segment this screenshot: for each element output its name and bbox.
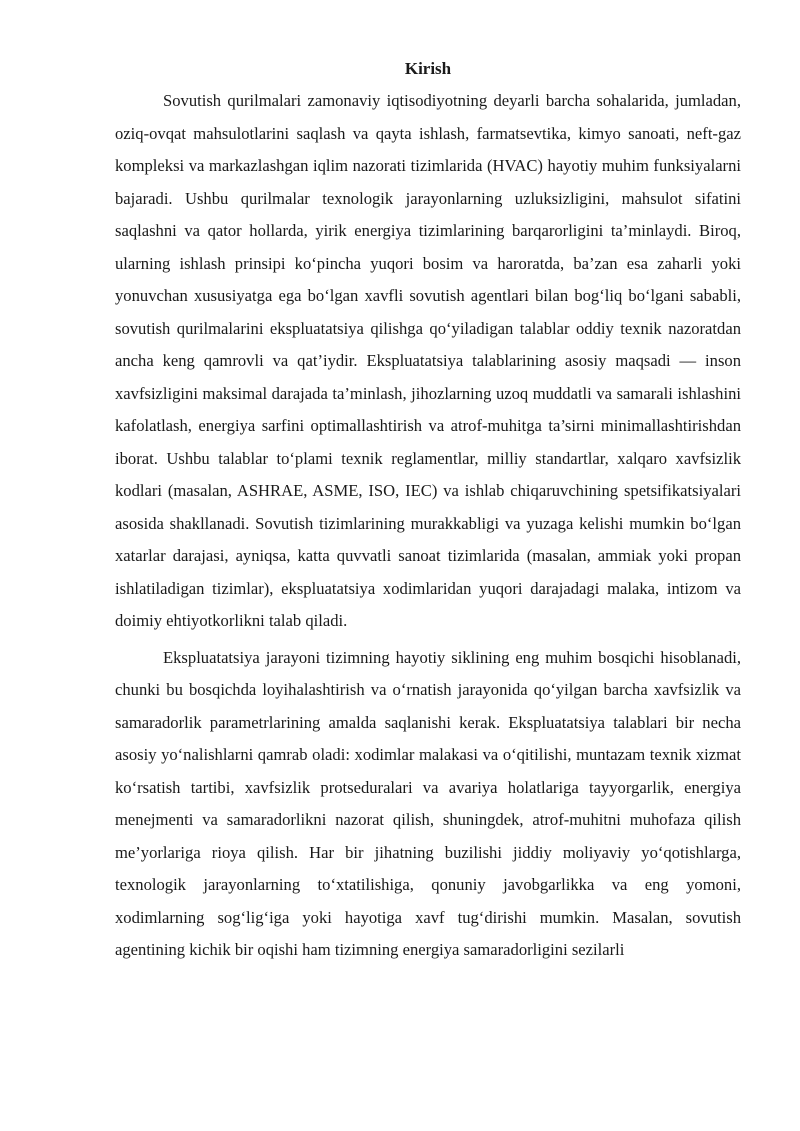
paragraph-2: Ekspluatatsiya jarayoni tizimning hayotiy siklining eng muhim bosqichi hisoblanadi, chunki bu bosqichda loyihalashtirish va o‘rnatish jarayonida qo‘yilgan barcha xavfsizlik va samaradorlik parametrlarining amalda saqlanishi kerak. Ekspluatatsiya talablari bir necha asosiy yo‘nalishlarni qamrab oladi: xodimlar malakasi va o‘qitilishi, muntazam texnik xizmat ko‘rsatish tartibi, xavfsizlik protseduralari va avariya holatlariga tayyorgarlik, energiya menejmenti va samaradorlikni nazorat qilish, shuningdek, atrof-muhitni muhofaza qilish me’yorlariga rioya qilish. Har bir jihatning buzilishi jiddiy moliyaviy yo‘qotishlarga, texnologik jarayonlarning to‘xtatilishiga, qonuniy javobgarlikka va eng yomoni, xodimlarning sog‘lig‘iga yoki hayotiga xavf tug‘dirishi mumkin. Masalan, sovutish agentining kichik bir oqishi ham tizimning energiya samaradorligini sezilarli bbox=[115, 647, 741, 959]
section-title: Kirish bbox=[404, 59, 452, 78]
paragraph-1: Sovutish qurilmalari zamonaviy iqtisodiyotning deyarli barcha sohalarida, jumladan, oziq-ovqat mahsulotlarini saqlash va qayta ishlash, farmatsevtika, kimyo sanoati, neft-gaz kompleksi va markazlashgan iqlim nazorati tizimlarida (HVAC) hayotiy muhim funksiyalarni bajaradi. Ushbu qurilmalar texnologik jarayonlarning uzluksizligini, mahsulot sifatini saqlashni va qator hollarda, yirik energiya tizimlarining barqarorligini ta’minlaydi. Biroq, ularning ishlash prinsipi ko‘pincha yuqori bosim va haroratda, ba’zan esa zaharli yoki yonuvchan xususiyatga ega bo‘lgan xavfli sovutish agentlari bilan bog‘liq bo‘lgani sababli, sovutish qurilmalarini ekspluatatsiya qilishga qo‘yiladigan talablar oddiy texnik nazoratdan ancha keng qamrovli va qat’iydir. Ekspluatatsiya talablarining asosiy maqsadi — inson xavfsizligini maksimal darajada ta’minlash, jihozlarning uzoq muddatli va samarali ishlashini kafolatlash, energiya sarfini optimallashtirish va atrof-muhitga ta’sirni minimallashtirishdan iborat. Ushbu talablar to‘plami texnik reglamentlar, milliy standartlar, xalqaro xavfsizlik kodlari (masalan, ASHRAE, ASME, ISO, IEC) va ishlab chiqaruvchining spetsifikatsiyalari asosida shakllanadi. Sovutish tizimlarining murakkabligi va yuzaga kelishi mumkin bo‘lgan xatarlar darajasi, ayniqsa, katta quvvatli sanoat tizimlarida (masalan, ammiak yoki propan ishlatiladigan tizimlar), ekspluatatsiya xodimlaridan yuqori darajadagi malaka, intizom va doimiy ehtiyotkorlikni talab qiladi. bbox=[115, 91, 741, 630]
document-page bbox=[115, 54, 741, 971]
